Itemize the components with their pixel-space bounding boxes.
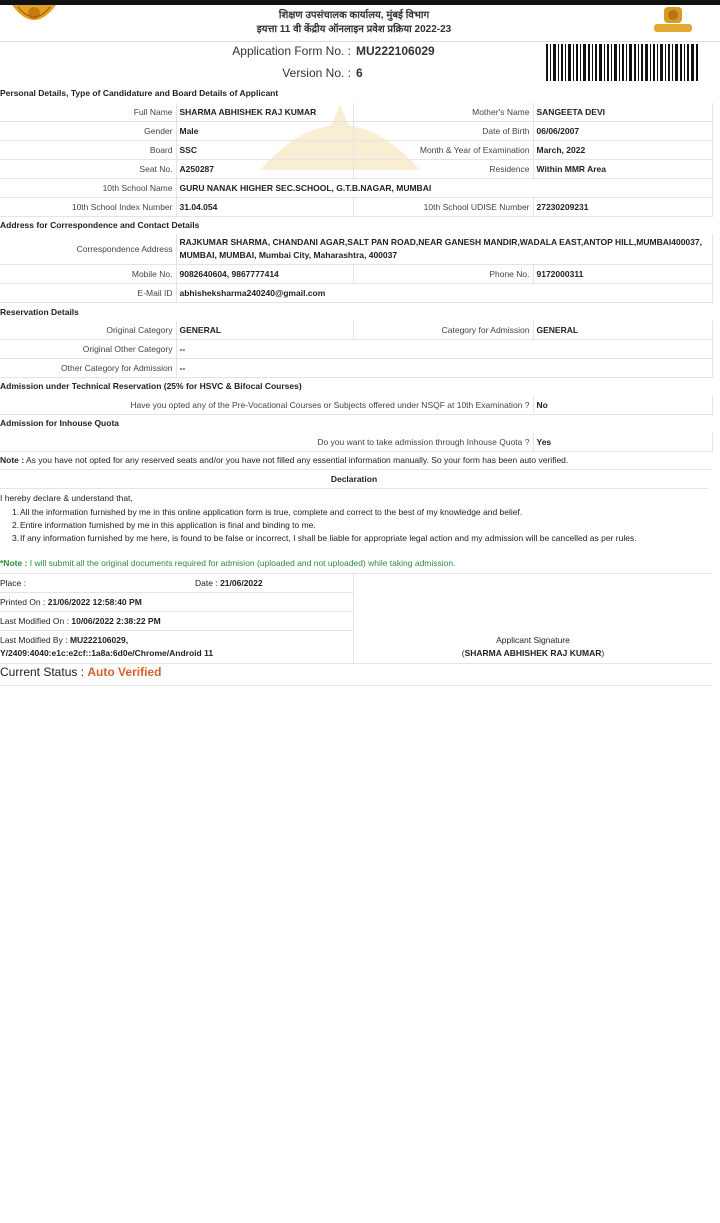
current-status (0, 665, 712, 686)
auto-verify-note (0, 451, 712, 470)
table-row (0, 396, 712, 415)
signature-block: Applicant Signature (SHARMA ABHISHEK RAJ KUMAR) (354, 634, 712, 660)
board-label: Board (0, 141, 176, 160)
page-header (0, 5, 720, 42)
gender-value: Male (176, 122, 353, 141)
other-admission-category-value: -- (176, 359, 712, 378)
last-modified-label: Last Modified On : (0, 616, 69, 626)
index-value: 31.04.054 (176, 198, 353, 217)
barcode-image (546, 44, 698, 81)
school-value: GURU NANAK HIGHER SEC.SCHOOL, G.T.B.NAGAR, MUMBAI (176, 179, 712, 198)
personal-details-table (0, 103, 713, 217)
other-admission-category-label: Other Category for Admission (0, 359, 176, 378)
reservation-table (0, 321, 713, 378)
list-item: 1. All the information furnished by me in this online application form is true, complete and correct to the best of my knowledge and belief. (12, 507, 523, 517)
last-modified-value: 10/06/2022 2:38:22 PM (71, 616, 161, 626)
dob-value: 06/06/2007 (533, 122, 712, 141)
list-item: 2. Entire information furnished by me in this application is final and binding to me. (12, 520, 316, 530)
exam-value: March, 2022 (533, 141, 712, 160)
declaration-intro: I hereby declare & understand that, (0, 493, 133, 503)
seat-label: Seat No. (0, 160, 176, 179)
phone-value: 9172000311 (533, 265, 712, 284)
table-row (0, 321, 712, 340)
admission-category-label: Category for Admission (353, 321, 533, 340)
full-name-label: Full Name (0, 103, 176, 122)
mobile-label: Mobile No. (0, 265, 176, 284)
phone-label: Phone No. (353, 265, 533, 284)
place-label: Place : (0, 578, 26, 588)
original-other-category-value: -- (176, 340, 712, 359)
inhouse-question: Do you want to take admission through Inhouse Quota ? (0, 433, 533, 452)
application-form-number: MU222106029 (356, 44, 435, 58)
note-text: As you have not opted for any reserved seats and/or you have not filled any essential information manually. So your form has been auto verified. (26, 455, 569, 465)
table-row (0, 160, 712, 179)
table-row (0, 198, 712, 217)
residence-label: Residence (353, 160, 533, 179)
last-modified-by-agent: Y/2409:4040:e1c:e2cf::1a8a:6d0e/Chrome/Android 11 (0, 648, 214, 658)
printed-on-label: Printed On : (0, 597, 46, 607)
mother-name-value: SANGEETA DEVI (533, 103, 712, 122)
original-category-label: Original Category (0, 321, 176, 340)
state-emblem-logo (650, 5, 696, 33)
udise-label: 10th School UDISE Number (353, 198, 533, 217)
last-modified-by-value: MU222106029, (69, 635, 129, 645)
original-other-category-label: Original Other Category (0, 340, 176, 359)
header-process-title: इयत्ता 11 वी केंद्रीय ऑनलाइन प्रवेश प्रक्रिया 2022-23 (256, 24, 452, 35)
section-declaration-title: Declaration (0, 470, 708, 489)
table-row (0, 433, 712, 452)
printed-on-field (0, 597, 142, 607)
version-label: Version No. : (282, 66, 351, 80)
table-row (0, 103, 712, 122)
declaration-item-2: Entire information furnished by me in this application is final and binding to me. (20, 520, 316, 530)
seat-value: A250287 (176, 160, 353, 179)
table-row (0, 340, 712, 359)
list-item: 3. If any information furnished by me here, is found to be false or incorrect, I shall be liable for appropriate legal action and my admission will be cancelled as per rules. (12, 533, 637, 543)
printed-on-value: 21/06/2022 12:58:40 PM (47, 597, 142, 607)
version-number: 6 (356, 66, 363, 80)
board-value: SSC (176, 141, 353, 160)
section-reservation-title: Reservation Details (0, 307, 79, 317)
mobile-value: 9082640604, 9867777414 (176, 265, 353, 284)
school-label: 10th School Name (0, 179, 176, 198)
gender-label: Gender (0, 122, 176, 141)
documents-note (0, 558, 455, 568)
admission-category-value: GENERAL (533, 321, 712, 340)
exam-label: Month & Year of Examination (353, 141, 533, 160)
inhouse-table (0, 433, 713, 452)
mother-name-label: Mother's Name (353, 103, 533, 122)
signature-name: SHARMA ABHISHEK RAJ KUMAR (464, 648, 602, 658)
section-technical-title: Admission under Technical Reservation (25% for HSVC & Bifocal Courses) (0, 381, 302, 391)
table-row (0, 265, 712, 284)
declaration-item-3: If any information furnished by me here, is found to be false or incorrect, I shall be liable for appropriate legal action and my admission will be cancelled as per rules. (20, 533, 637, 543)
declaration-item-1: All the information furnished by me in this online application form is true, complete and correct to the best of my knowledge and belief. (20, 507, 523, 517)
dob-label: Date of Birth (353, 122, 533, 141)
section-personal-title: Personal Details, Type of Candidature and Board Details of Applicant (0, 88, 279, 98)
star-note-label: *Note : (0, 558, 28, 568)
note-label: Note : (0, 455, 25, 465)
nsqf-question: Have you opted any of the Pre-Vocational Courses or Subjects offered under NSQF at 10th Examination ? (0, 396, 533, 415)
address-label: Correspondence Address (0, 234, 176, 265)
application-form-label: Application Form No. : (232, 44, 351, 58)
footer-block (0, 573, 712, 664)
date-label: Date : (195, 578, 218, 588)
date-field (195, 578, 263, 588)
nsqf-answer: No (533, 396, 712, 415)
email-label: E-Mail ID (0, 284, 176, 303)
signature-label: Applicant Signature (496, 635, 570, 645)
last-modified-by-field (0, 634, 213, 660)
last-modified-by-label: Last Modified By : (0, 635, 68, 645)
table-row (0, 141, 712, 160)
index-label: 10th School Index Number (0, 198, 176, 217)
section-inhouse-title: Admission for Inhouse Quota (0, 418, 120, 428)
status-badge: Auto Verified (87, 665, 162, 679)
table-row (0, 359, 712, 378)
technical-table (0, 396, 713, 415)
table-row (0, 122, 712, 141)
table-row (0, 284, 712, 303)
contact-details-table (0, 234, 713, 303)
address-value: RAJKUMAR SHARMA, CHANDANI AGAR,SALT PAN ROAD,NEAR GANESH MANDIR,WADALA EAST,ANTOP HILL,MUMBAI400037, MUMBAI, MUMBAI, Mumbai City, Maharashtra, 400037 (176, 234, 712, 265)
header-office-title: शिक्षण उपसंचालक कार्यालय, मुंबई विभाग (278, 10, 430, 21)
star-note-text: I will submit all the original documents required for admision (uploaded and not uploaded) while taking admission. (29, 558, 456, 568)
table-row (0, 234, 712, 265)
date-value: 21/06/2022 (220, 578, 263, 588)
email-value: abhisheksharma240240@gmail.com (176, 284, 712, 303)
udise-value: 27230209231 (533, 198, 712, 217)
declaration-list (12, 506, 710, 545)
inhouse-answer: Yes (533, 433, 712, 452)
status-label: Current Status : (0, 665, 85, 679)
last-modified-field (0, 616, 161, 626)
original-category-value: GENERAL (176, 321, 353, 340)
table-row (0, 179, 712, 198)
full-name-value: SHARMA ABHISHEK RAJ KUMAR (176, 103, 353, 122)
residence-value: Within MMR Area (533, 160, 712, 179)
section-address-title: Address for Correspondence and Contact Details (0, 220, 200, 230)
